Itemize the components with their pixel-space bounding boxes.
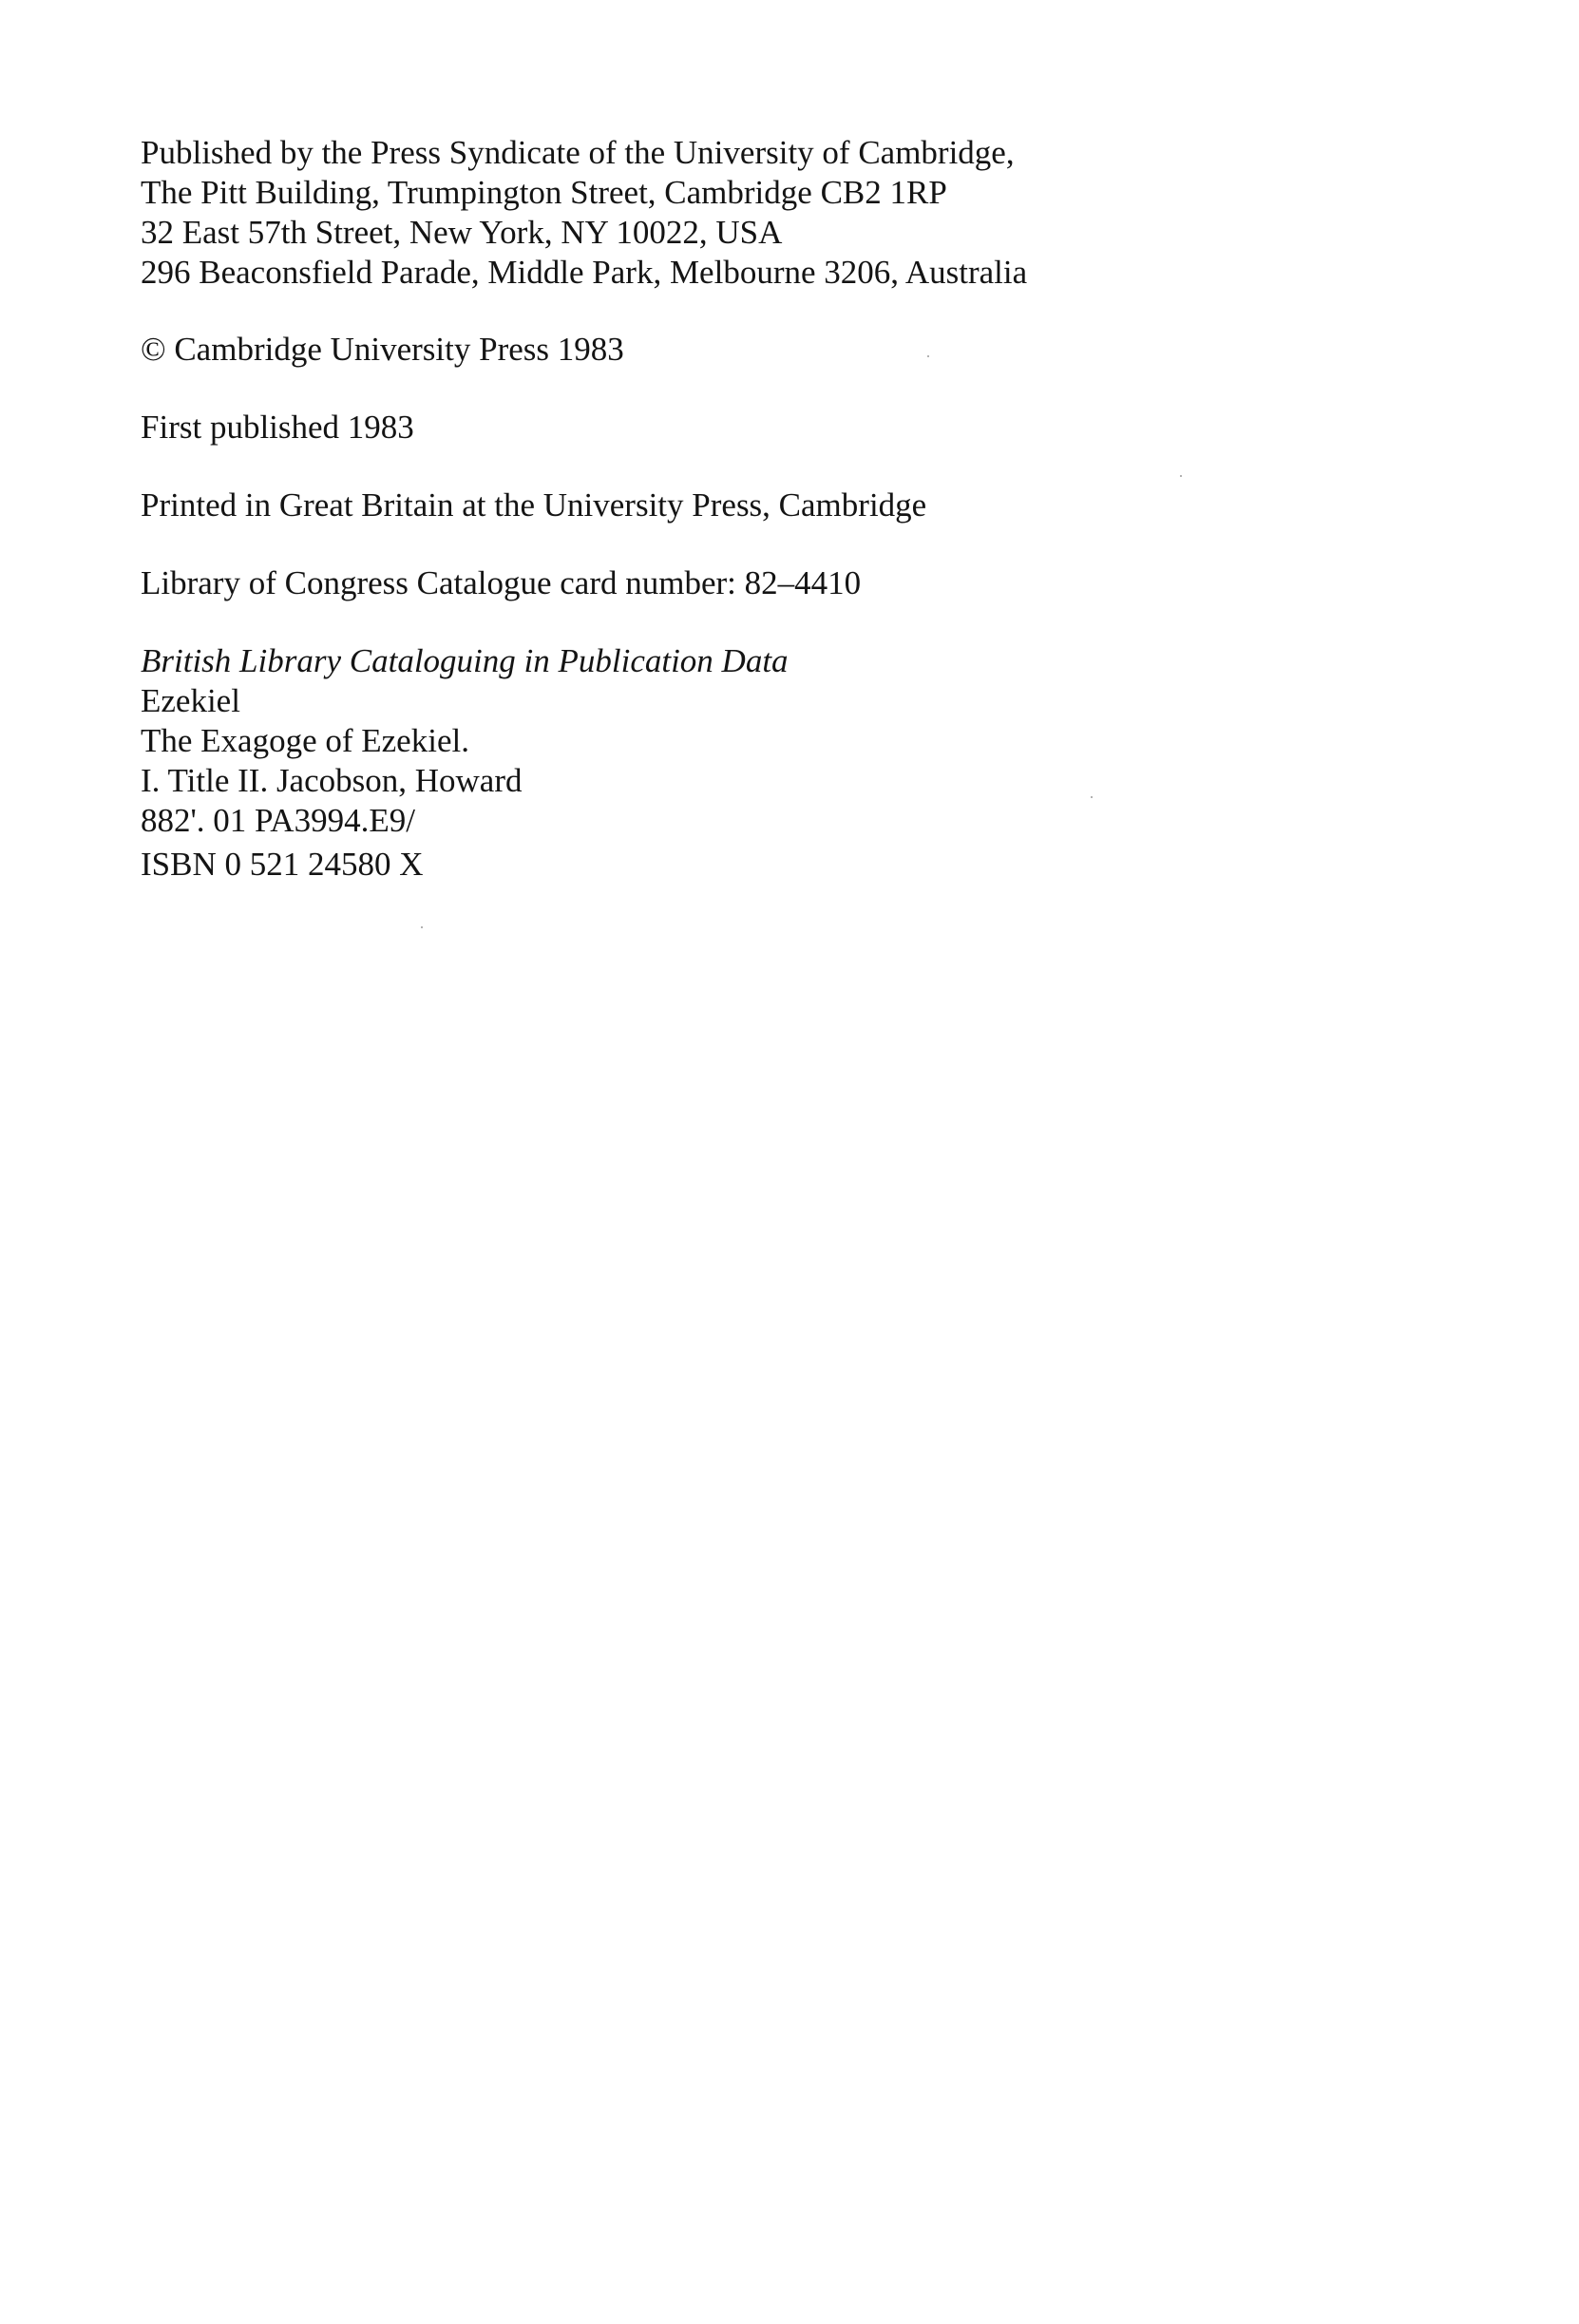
print-speck (421, 926, 423, 928)
publisher-line: 296 Beaconsfield Parade, Middle Park, Melbourne 3206, Australia (141, 254, 1028, 291)
print-speck (1180, 475, 1182, 477)
publisher-line: Published by the Press Syndicate of the University of Cambridge, (141, 134, 1015, 171)
printed-in: Printed in Great Britain at the University Press, Cambridge (141, 486, 927, 524)
publisher-line: The Pitt Building, Trumpington Street, Cambridge CB2 1RP (141, 174, 947, 211)
copyright-notice: © Cambridge University Press 1983 (141, 331, 624, 368)
publisher-address (141, 133, 1414, 293)
cip-line: The Exagoge of Ezekiel. (141, 722, 469, 759)
print-speck (1091, 796, 1093, 798)
print-speck (927, 355, 929, 357)
publisher-line: 32 East 57th Street, New York, NY 10022, USA (141, 214, 783, 251)
cip-line: I. Title II. Jacobson, Howard (141, 762, 523, 799)
cip-line: Ezekiel (141, 682, 240, 719)
cip-line: 882'. 01 PA3994.E9/ (141, 802, 415, 839)
isbn: ISBN 0 521 24580 X (141, 846, 424, 883)
loc-catalogue-card: Library of Congress Catalogue card number: 82–4410 (141, 564, 862, 601)
first-published: First published 1983 (141, 409, 414, 446)
cip-heading: British Library Cataloguing in Publication Data (141, 642, 789, 679)
cip-data-block (141, 641, 1414, 885)
